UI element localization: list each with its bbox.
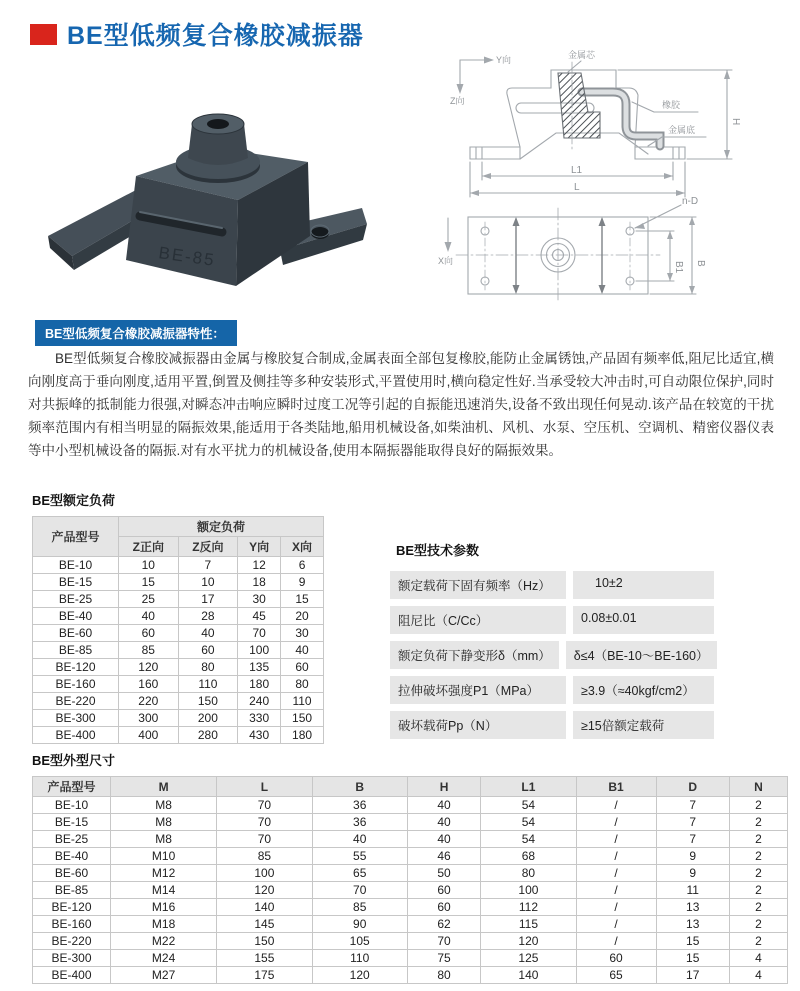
- dim-b-label: B: [695, 260, 706, 267]
- table-cell: M27: [111, 967, 217, 984]
- table-row: [33, 916, 788, 933]
- table-cell: 15: [281, 591, 324, 608]
- table-cell: BE-120: [33, 659, 119, 676]
- table-cell: 2: [729, 831, 787, 848]
- table-row: [33, 676, 324, 693]
- table-cell: M12: [111, 865, 217, 882]
- table-cell: 68: [481, 848, 576, 865]
- photo-cylinder: [176, 114, 260, 183]
- table-cell: 100: [481, 882, 576, 899]
- table-cell: 145: [217, 916, 312, 933]
- table-row: [33, 625, 324, 642]
- tech-params-list: [390, 571, 714, 739]
- rated-load-table: [32, 516, 324, 744]
- table-row: [33, 933, 788, 950]
- table-cell: 75: [407, 950, 480, 967]
- table-cell: BE-10: [33, 797, 111, 814]
- rated-load-section: [32, 490, 324, 744]
- table-cell: 150: [178, 693, 238, 710]
- table-cell: 9: [656, 848, 729, 865]
- dim-b1-lines: [636, 231, 674, 281]
- table-cell: 180: [238, 676, 281, 693]
- table-row: [33, 710, 324, 727]
- table-cell: 150: [217, 933, 312, 950]
- table-cell: 120: [119, 659, 179, 676]
- features-badge: BE型低频复合橡胶减振器特性：: [35, 320, 237, 346]
- param-value: δ≤4（BE-10～BE-160）: [566, 641, 717, 669]
- table-row: [33, 831, 788, 848]
- table-cell: BE-40: [33, 848, 111, 865]
- table-row: [33, 899, 788, 916]
- table-cell: 120: [217, 882, 312, 899]
- dims-header-b: B: [312, 777, 407, 797]
- table-row: [33, 659, 324, 676]
- table-cell: BE-25: [33, 831, 111, 848]
- photo-embossed-text: BE-85: [157, 243, 217, 270]
- table-cell: /: [576, 882, 656, 899]
- table-cell: M8: [111, 814, 217, 831]
- dims-header-b1: B1: [576, 777, 656, 797]
- table-cell: 70: [217, 831, 312, 848]
- table-cell: 70: [238, 625, 281, 642]
- table-cell: BE-60: [33, 625, 119, 642]
- table-cell: 70: [407, 933, 480, 950]
- col-header-model: 产品型号: [33, 517, 119, 557]
- table-row: [33, 693, 324, 710]
- table-row: [33, 608, 324, 625]
- table-cell: 54: [481, 814, 576, 831]
- dims-header-d: D: [656, 777, 729, 797]
- table-cell: 220: [119, 693, 179, 710]
- dims-header-n: N: [729, 777, 787, 797]
- dims-header-m: M: [111, 777, 217, 797]
- param-label: 破坏载荷Pp（N）: [390, 711, 566, 739]
- plan-arrow-lines: [513, 217, 606, 294]
- table-cell: 15: [119, 574, 179, 591]
- table-cell: 70: [217, 814, 312, 831]
- table-row: [33, 797, 788, 814]
- table-row: [33, 865, 788, 882]
- table-cell: 4: [729, 950, 787, 967]
- param-label: 拉伸破坏强度P1（MPa）: [390, 676, 566, 704]
- param-value: ≥3.9（≈40kgf/cm2）: [573, 676, 714, 704]
- param-label: 额定负荷下静变形δ（mm）: [390, 641, 559, 669]
- rated-load-title: BE型额定负荷: [32, 493, 116, 508]
- table-cell: BE-160: [33, 676, 119, 693]
- table-cell: 2: [729, 933, 787, 950]
- table-cell: 10: [178, 574, 238, 591]
- z-axis-label: Z向: [450, 96, 465, 106]
- dimensions-section: [32, 750, 788, 984]
- table-cell: 2: [729, 797, 787, 814]
- table-cell: BE-40: [33, 608, 119, 625]
- table-cell: 4: [729, 967, 787, 984]
- table-cell: 15: [656, 950, 729, 967]
- table-cell: 112: [481, 899, 576, 916]
- axis-arrows-yz: [457, 57, 495, 95]
- table-cell: BE-15: [33, 574, 119, 591]
- table-cell: BE-85: [33, 642, 119, 659]
- table-cell: 80: [407, 967, 480, 984]
- table-cell: 200: [178, 710, 238, 727]
- table-cell: BE-220: [33, 693, 119, 710]
- table-cell: 300: [119, 710, 179, 727]
- table-cell: BE-300: [33, 710, 119, 727]
- dimensions-title: BE型外型尺寸: [32, 753, 116, 768]
- table-cell: 7: [178, 557, 238, 574]
- features-paragraph: BE型低频复合橡胶减振器由金属与橡胶复合制成,金属表面全部包复橡胶,能防止金属锈蚀,产品固有频率低,阻尼比适宜,横向刚度高于垂向刚度,适用平置,倒置及侧挂等多种安装形式,平置使用时,横向稳定性好.当承受较大冲击时,可自动限位保护,同时对共振峰的抵制能力很强,对瞬态冲击响应瞬时过度工况等引起的自振能迅速消失,设备不致出现任何晃动.该产品在较宽的干扰频率范围内有相当明显的隔振效果,能适用于各类陆地,船用机械设备,如柴油机、风机、水泵、空压机、空调机、精密仪器仪表等中小型机械设备的隔振.对有水平扰力的机械设备,使用本隔振器能取得良好的隔振效果。: [28, 351, 774, 458]
- table-row: [33, 591, 324, 608]
- table-cell: 120: [481, 933, 576, 950]
- dim-b1-label: B1: [673, 261, 684, 274]
- param-value: ≥15倍额定载荷: [573, 711, 714, 739]
- table-row: [33, 848, 788, 865]
- y-axis-label: Y向: [496, 55, 512, 65]
- table-cell: 50: [407, 865, 480, 882]
- table-cell: 85: [119, 642, 179, 659]
- table-cell: 70: [312, 882, 407, 899]
- table-row: [33, 967, 788, 984]
- table-cell: 80: [481, 865, 576, 882]
- table-cell: BE-120: [33, 899, 111, 916]
- table-cell: BE-10: [33, 557, 119, 574]
- param-row: [390, 641, 714, 669]
- table-cell: 12: [238, 557, 281, 574]
- table-cell: 20: [281, 608, 324, 625]
- table-row: [33, 950, 788, 967]
- param-label: 阻尼比（C/Cc）: [390, 606, 566, 634]
- table-cell: 110: [281, 693, 324, 710]
- param-label: 额定载荷下固有频率（Hz）: [390, 571, 566, 599]
- left-flange-lines: [470, 147, 520, 159]
- table-cell: 30: [238, 591, 281, 608]
- col-header-z-neg: Z反向: [178, 537, 238, 557]
- dims-header-model: 产品型号: [33, 777, 111, 797]
- table-cell: /: [576, 848, 656, 865]
- table-cell: BE-220: [33, 933, 111, 950]
- table-row: [33, 574, 324, 591]
- table-cell: 60: [407, 899, 480, 916]
- table-cell: 10: [119, 557, 179, 574]
- table-cell: 40: [281, 642, 324, 659]
- col-header-group: 额定负荷: [119, 517, 324, 537]
- table-cell: /: [576, 933, 656, 950]
- table-cell: 40: [119, 608, 179, 625]
- dims-header-h: H: [407, 777, 480, 797]
- table-cell: 2: [729, 899, 787, 916]
- table-cell: 36: [312, 797, 407, 814]
- table-cell: M18: [111, 916, 217, 933]
- metal-core-label: 金属芯: [568, 50, 596, 60]
- table-cell: 330: [238, 710, 281, 727]
- col-header-y: Y向: [238, 537, 281, 557]
- table-cell: 7: [656, 797, 729, 814]
- table-cell: 13: [656, 916, 729, 933]
- table-cell: 85: [217, 848, 312, 865]
- table-cell: 60: [576, 950, 656, 967]
- param-value: 10±2: [573, 571, 714, 599]
- table-row: [33, 642, 324, 659]
- tech-params-section: [390, 540, 714, 746]
- param-row: [390, 571, 714, 599]
- dim-l1-label: L1: [571, 165, 583, 176]
- dim-l-label: L: [574, 182, 580, 193]
- rubber-label: 橡胶: [662, 100, 681, 110]
- table-cell: /: [576, 865, 656, 882]
- table-cell: 40: [312, 831, 407, 848]
- table-cell: BE-85: [33, 882, 111, 899]
- table-cell: 13: [656, 899, 729, 916]
- table-cell: 9: [281, 574, 324, 591]
- table-cell: /: [576, 814, 656, 831]
- table-cell: M16: [111, 899, 217, 916]
- table-cell: 30: [281, 625, 324, 642]
- table-cell: 180: [281, 727, 324, 744]
- table-cell: BE-15: [33, 814, 111, 831]
- table-cell: M10: [111, 848, 217, 865]
- metal-base-label: 金属底: [668, 125, 696, 135]
- table-cell: 80: [178, 659, 238, 676]
- red-square-bullet-icon: [30, 24, 57, 45]
- page-header: [30, 16, 364, 52]
- table-cell: 120: [312, 967, 407, 984]
- table-cell: 60: [407, 882, 480, 899]
- product-photo: [40, 58, 370, 310]
- table-cell: M22: [111, 933, 217, 950]
- table-row: [33, 557, 324, 574]
- table-cell: 9: [656, 865, 729, 882]
- table-cell: 7: [656, 814, 729, 831]
- page-title: BE型低频复合橡胶减振器: [67, 22, 364, 50]
- table-cell: 60: [178, 642, 238, 659]
- table-cell: 11: [656, 882, 729, 899]
- tech-params-title: BE型技术参数: [396, 543, 480, 558]
- table-cell: 400: [119, 727, 179, 744]
- param-value: 0.08±0.01: [573, 606, 714, 634]
- table-cell: 105: [312, 933, 407, 950]
- table-cell: 110: [312, 950, 407, 967]
- table-cell: 150: [281, 710, 324, 727]
- table-cell: BE-400: [33, 727, 119, 744]
- table-cell: 2: [729, 865, 787, 882]
- table-cell: M8: [111, 797, 217, 814]
- table-cell: 175: [217, 967, 312, 984]
- table-cell: 135: [238, 659, 281, 676]
- param-row: [390, 606, 714, 634]
- table-cell: 65: [576, 967, 656, 984]
- table-row: [33, 727, 324, 744]
- table-cell: 45: [238, 608, 281, 625]
- table-cell: 160: [119, 676, 179, 693]
- technical-drawing: [430, 42, 800, 314]
- table-cell: 240: [238, 693, 281, 710]
- table-cell: 18: [238, 574, 281, 591]
- table-cell: 155: [217, 950, 312, 967]
- table-cell: /: [576, 797, 656, 814]
- dim-b-lines: [650, 217, 696, 294]
- table-cell: 40: [178, 625, 238, 642]
- dim-h-label: H: [730, 118, 741, 126]
- table-cell: /: [576, 916, 656, 933]
- table-cell: 15: [656, 933, 729, 950]
- dims-header-l: L: [217, 777, 312, 797]
- table-cell: 17: [656, 967, 729, 984]
- dimensions-table: [32, 776, 788, 984]
- table-cell: 280: [178, 727, 238, 744]
- table-cell: 46: [407, 848, 480, 865]
- table-cell: 36: [312, 814, 407, 831]
- table-cell: 6: [281, 557, 324, 574]
- table-cell: BE-25: [33, 591, 119, 608]
- table-row: [33, 814, 788, 831]
- table-cell: 2: [729, 814, 787, 831]
- table-row: [33, 882, 788, 899]
- table-cell: 140: [481, 967, 576, 984]
- table-cell: 60: [281, 659, 324, 676]
- table-cell: 54: [481, 831, 576, 848]
- table-cell: 17: [178, 591, 238, 608]
- param-row: [390, 676, 714, 704]
- table-cell: 90: [312, 916, 407, 933]
- table-cell: BE-160: [33, 916, 111, 933]
- table-cell: 80: [281, 676, 324, 693]
- table-cell: 100: [238, 642, 281, 659]
- axis-arrow-x: [445, 218, 452, 252]
- table-cell: 40: [407, 797, 480, 814]
- x-axis-label: X向: [438, 256, 454, 266]
- table-cell: M14: [111, 882, 217, 899]
- table-cell: 25: [119, 591, 179, 608]
- table-cell: 430: [238, 727, 281, 744]
- table-cell: 2: [729, 848, 787, 865]
- table-cell: BE-400: [33, 967, 111, 984]
- table-cell: M8: [111, 831, 217, 848]
- table-cell: 110: [178, 676, 238, 693]
- table-cell: 7: [656, 831, 729, 848]
- table-cell: 2: [729, 882, 787, 899]
- table-cell: 70: [217, 797, 312, 814]
- table-cell: 140: [217, 899, 312, 916]
- table-cell: BE-60: [33, 865, 111, 882]
- table-cell: 85: [312, 899, 407, 916]
- param-row: [390, 711, 714, 739]
- table-cell: 100: [217, 865, 312, 882]
- col-header-z-pos: Z正向: [119, 537, 179, 557]
- col-header-x: X向: [281, 537, 324, 557]
- table-cell: M24: [111, 950, 217, 967]
- table-cell: BE-300: [33, 950, 111, 967]
- table-cell: 40: [407, 831, 480, 848]
- table-cell: 125: [481, 950, 576, 967]
- table-cell: 115: [481, 916, 576, 933]
- table-cell: 60: [119, 625, 179, 642]
- table-cell: 65: [312, 865, 407, 882]
- plan-holes: [481, 222, 634, 290]
- table-cell: /: [576, 831, 656, 848]
- table-cell: 54: [481, 797, 576, 814]
- table-cell: 2: [729, 916, 787, 933]
- table-cell: 55: [312, 848, 407, 865]
- table-cell: /: [576, 899, 656, 916]
- dims-header-l1: L1: [481, 777, 576, 797]
- table-cell: 28: [178, 608, 238, 625]
- table-cell: 40: [407, 814, 480, 831]
- hole-callout-label: n-D: [682, 196, 699, 207]
- table-cell: 62: [407, 916, 480, 933]
